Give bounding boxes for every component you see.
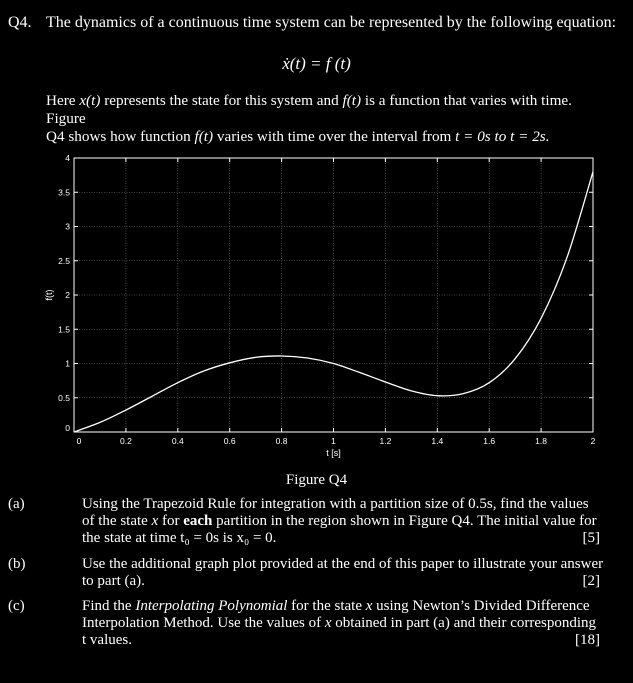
desc-text: represents the state for this system and	[100, 92, 343, 109]
part-a-label: (a)	[8, 496, 25, 512]
x-tick-label: 1.4	[431, 436, 444, 446]
x-tick-label: 0.4	[171, 436, 184, 446]
y-axis-label: f(t)	[44, 289, 54, 301]
part-a-line	[82, 513, 602, 530]
x-axis-label: t [s]	[326, 448, 341, 458]
part-c-line: t values.	[82, 632, 132, 648]
part-a-marks: [5]	[582, 530, 600, 546]
x-tick-label: 1	[331, 436, 336, 446]
y-tick-label: 2.5	[58, 255, 70, 266]
question-intro: The dynamics of a continuous time system can be represented by the following equation:	[46, 14, 617, 31]
y-tick-label: 2	[65, 290, 70, 300]
desc-f: f(t)	[194, 128, 214, 145]
part-a-seg: x	[151, 513, 159, 529]
desc-text: Here	[46, 92, 80, 109]
part-c-line	[82, 598, 602, 615]
part-a-line: Using the Trapezoid Rule for integration with a partition size of 0.5s, find the values	[82, 496, 589, 512]
part-b-line: Use the additional graph plot provided at the end of this paper to illustrate your answer	[82, 556, 604, 572]
part-c-text	[82, 598, 602, 649]
x-tick-label: 1.2	[379, 436, 392, 446]
part-a	[0, 496, 633, 548]
system-equation: ẋ(t) = f (t)	[282, 54, 351, 73]
y-tick-label: 0	[65, 423, 70, 433]
x-tick-label: 1.6	[483, 436, 496, 446]
y-tick-label: 3.5	[58, 187, 70, 198]
part-c-seg: Interpolating Polynomial	[135, 598, 288, 614]
chart-grid	[74, 158, 593, 432]
y-tick-label: 1.5	[58, 324, 70, 335]
part-c-seg: obtained in part (a) and their corresponding	[331, 615, 597, 631]
part-b-text	[82, 556, 602, 590]
y-tick-label: 0.5	[58, 392, 70, 403]
desc-text: is a function that varies with time. Figure	[46, 92, 572, 127]
part-a-seg: each	[183, 513, 213, 529]
x-tick-label: 0.8	[275, 436, 288, 446]
part-b-marks: [2]	[582, 573, 600, 589]
part-b	[0, 556, 633, 592]
part-b-line: to part (a).	[82, 573, 145, 589]
x-tick-label: 1.8	[535, 436, 548, 446]
part-c-seg: x	[365, 598, 373, 614]
axis-ticks	[58, 153, 595, 446]
x-tick-label: 0.6	[223, 436, 236, 446]
desc-text: Q4 shows how function	[46, 128, 195, 145]
x-tick-label: 0.2	[119, 436, 132, 446]
question-number: Q4.	[8, 14, 32, 31]
y-tick-label: 1	[65, 358, 70, 369]
part-c-marks: [18]	[575, 632, 600, 648]
figure-caption: Figure Q4	[285, 472, 348, 488]
part-b-label: (b)	[8, 556, 26, 572]
part-c-seg: for the state	[287, 598, 366, 614]
desc-x: x(t)	[79, 92, 101, 109]
part-c-line	[82, 615, 602, 632]
part-c-seg: Find the	[82, 598, 136, 614]
x-tick-label: 2	[590, 436, 596, 446]
part-a-text	[82, 496, 602, 547]
part-c-label: (c)	[8, 598, 25, 614]
part-c-seg: using Newton’s Divided Difference	[372, 598, 590, 614]
part-c-seg: x	[324, 615, 332, 631]
desc-f: f(t)	[342, 92, 362, 109]
part-a-line: the state at time t₀ = 0s is x₀ = 0.	[82, 530, 277, 546]
desc-text: varies with time over the interval from	[213, 128, 456, 145]
x-tick-label: 0	[76, 436, 82, 446]
part-a-seg: partition in the region shown in Figure Q4. The initial value for	[212, 513, 597, 529]
y-tick-label: 4	[65, 153, 70, 163]
desc-range: t = 0s to t = 2s.	[455, 128, 550, 145]
part-a-seg: for	[158, 513, 184, 529]
part-c-seg: Interpolation Method. Use the values of	[82, 615, 325, 631]
part-c	[0, 598, 633, 650]
part-a-seg: of the state	[82, 513, 152, 529]
y-tick-label: 3	[65, 221, 70, 232]
